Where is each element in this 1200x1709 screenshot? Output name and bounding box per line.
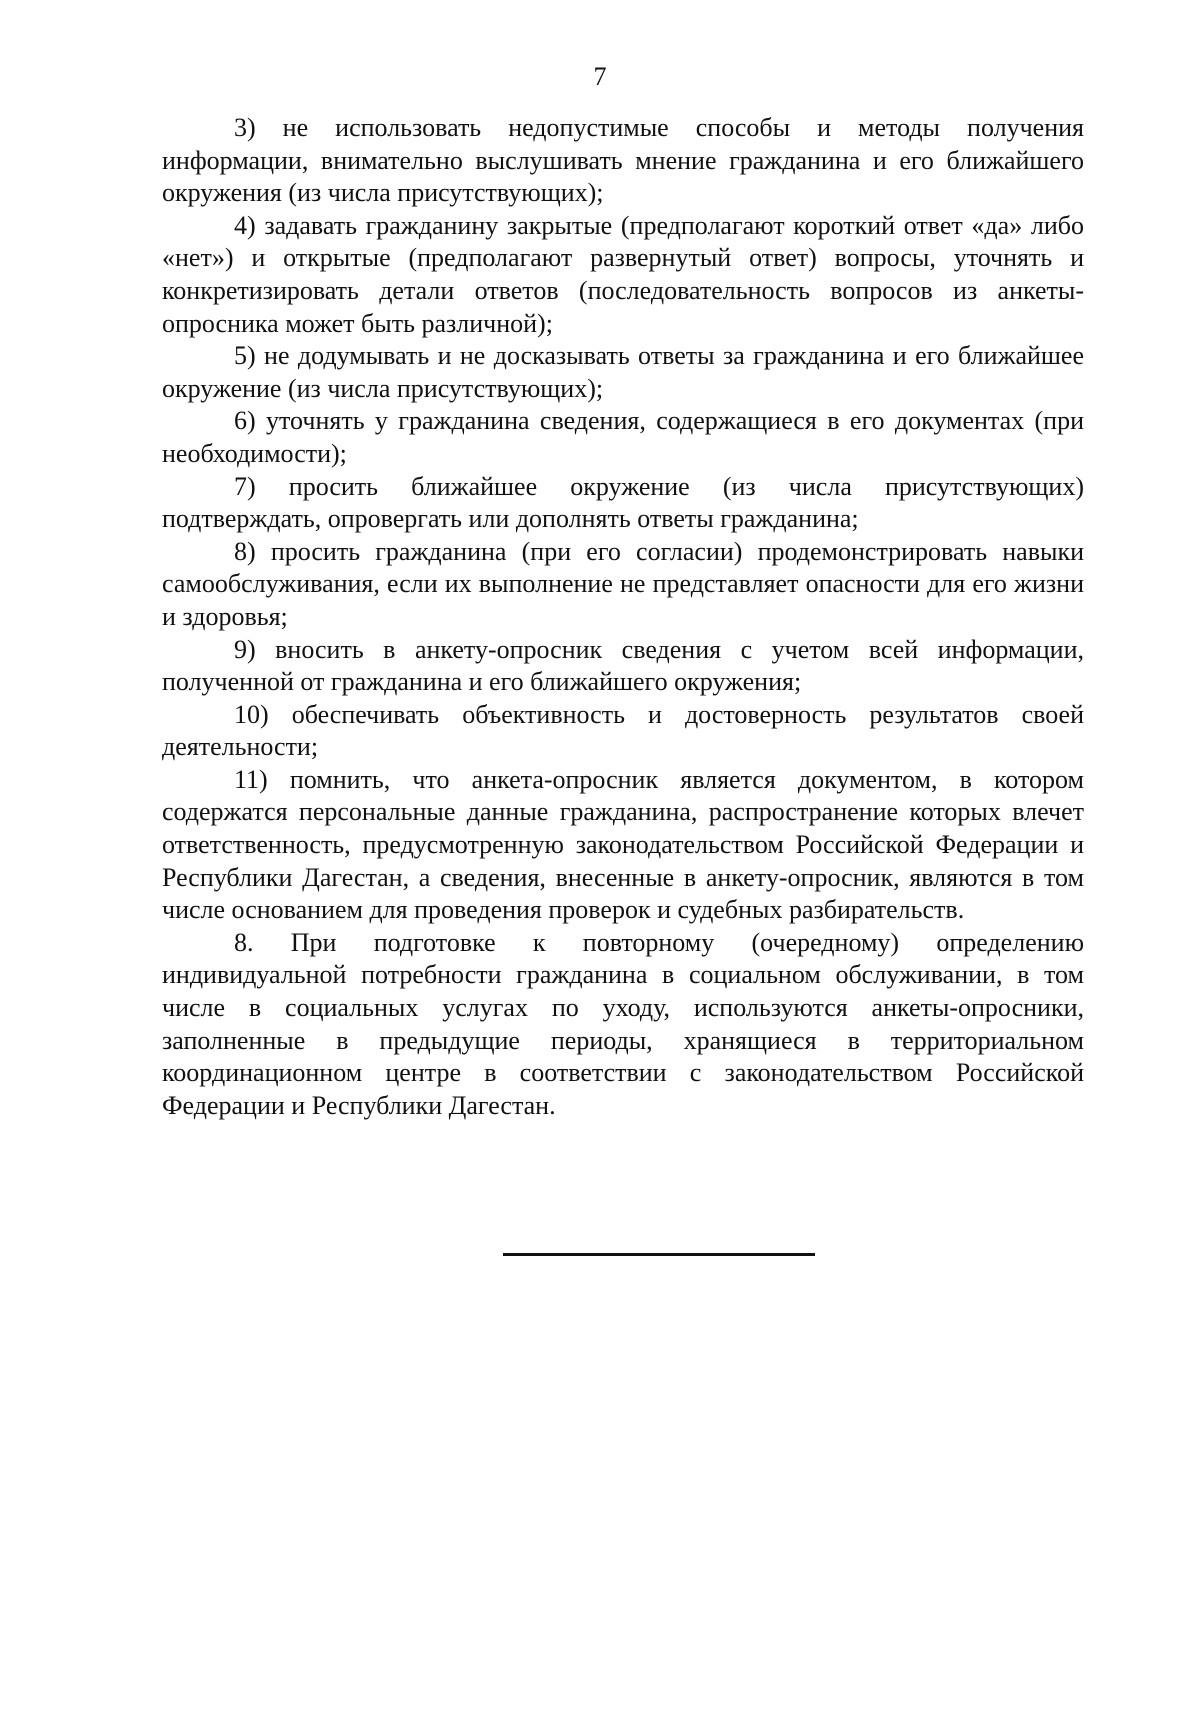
paragraph-item-6: 6) уточнять у гражданина сведения, содержащиеся в его документах (при необходимости);	[162, 406, 1084, 468]
end-of-document-rule	[503, 1253, 815, 1256]
paragraph-item-3: 3) не использовать недопустимые способы и методы получения информации, внимательно выслушивать мнение гражданина и его ближайшего окружения (из числа присутствующих);	[162, 113, 1084, 208]
page-number: 7	[593, 62, 607, 91]
paragraph-item-5: 5) не додумывать и не досказывать ответы за гражданина и его ближайшее окружение (из числа присутствующих);	[162, 341, 1084, 403]
paragraph-item-9: 9) вносить в анкету-опросник сведения с учетом всей информации, полученной от гражданина и его ближайшего окружения;	[162, 634, 1084, 697]
paragraph-item-10: 10) обеспечивать объективность и достоверность результатов своей деятельности;	[162, 699, 1084, 762]
paragraph-clause-8: 8. При подготовке к повторному (очередному) определению индивидуальной потребности гражданина в социальном обслуживании, в том числе в социальных услугах по уходу, используются анкеты-опросники, заполненные в предыдущие периоды, хранящиеся в территориальном координационном центре в соответствии с законодательством Российской Федерации и Республики Дагестан.	[162, 927, 1084, 1120]
paragraph-item-11: 11) помнить, что анкета-опросник является документом, в котором содержатся персональные данные гражданина, распространение которых влечет ответственность, предусмотренную законодательством Российской Федерации и Республики Дагестан, а сведения, внесенные в анкету-опросник, являются в том числе основанием для проведения проверок и судебных разбирательств.	[162, 764, 1084, 925]
paragraph-item-7: 7) просить ближайшее окружение (из числа присутствующих) подтверждать, опровергать или дополнять ответы гражданина;	[162, 471, 1084, 534]
paragraph-item-4: 4) задавать гражданину закрытые (предполагают короткий ответ «да» либо «нет») и открытые (предполагают развернутый ответ) вопросы, уточнять и конкретизировать детали ответов (последовательность вопросов из анкеты-опросника может быть различной);	[162, 210, 1084, 338]
document-body	[162, 112, 1084, 1122]
paragraph-item-8: 8) просить гражданина (при его согласии) продемонстрировать навыки самообслуживания, если их выполнение не представляет опасности для его жизни и здоровья;	[162, 536, 1084, 631]
